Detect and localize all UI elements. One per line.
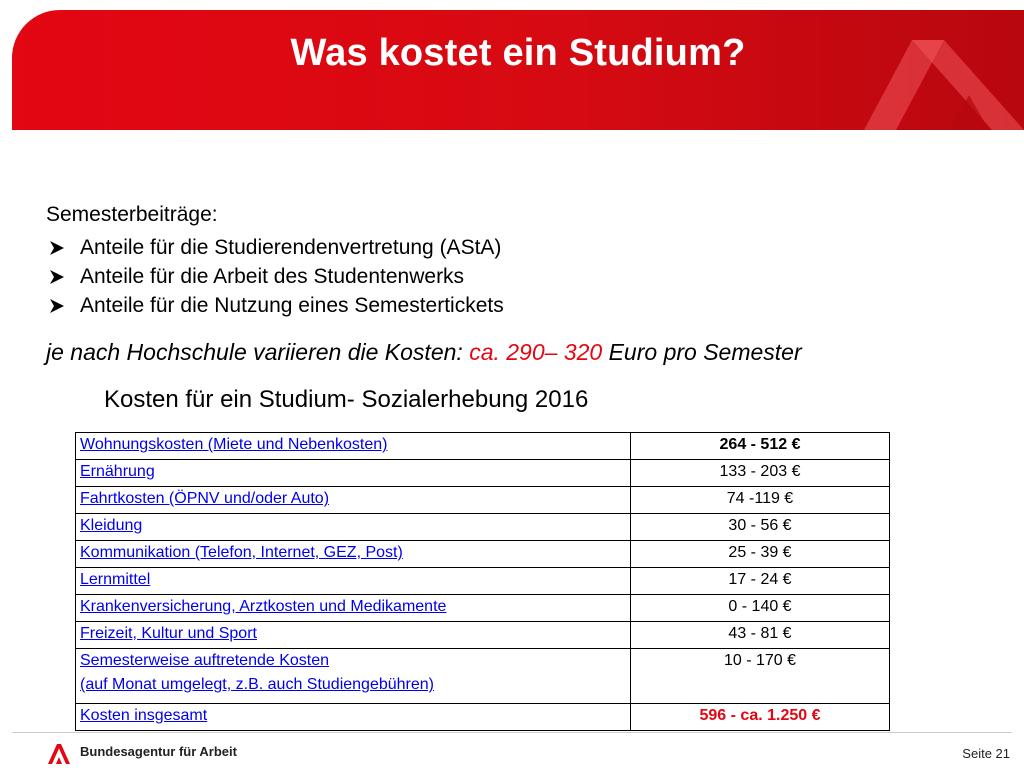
table-row <box>76 514 890 541</box>
table-row-link[interactable]: Lernmittel <box>80 571 151 588</box>
table-row <box>76 595 890 622</box>
table-row-link[interactable]: Freizeit, Kultur und Sport <box>80 625 257 642</box>
footer-divider <box>12 732 1012 733</box>
semester-bullet-list <box>46 233 946 320</box>
table-row <box>76 433 890 460</box>
list-item <box>46 291 946 320</box>
table-row-link[interactable]: Semesterweise auftretende Kosten <box>80 652 330 669</box>
table-row <box>76 649 890 704</box>
table-row-link[interactable]: Kommunikation (Telefon, Internet, GEZ, Post) <box>80 544 403 561</box>
table-row-value: 264 - 512 € <box>631 433 890 460</box>
table-title: Kosten für ein Studium- Sozialerhebung 2016 <box>104 386 589 413</box>
table-row-link[interactable]: Ernährung <box>80 463 155 480</box>
cost-table <box>75 432 890 731</box>
table-row-link-sub[interactable]: (auf Monat umgelegt, z.B. auch Studiengebühren) <box>80 676 434 693</box>
table-row-total <box>76 704 890 731</box>
semester-section <box>46 203 946 366</box>
table-row-value: 17 - 24 € <box>631 568 890 595</box>
table-row-value: 10 - 170 € <box>631 649 890 704</box>
bullet-arrow-icon <box>50 270 64 284</box>
bullet-text: Anteile für die Nutzung eines Semestertickets <box>80 294 504 317</box>
header-banner <box>12 10 1024 130</box>
list-item <box>46 233 946 262</box>
table-row-link[interactable]: Kleidung <box>80 517 143 534</box>
table-row <box>76 622 890 649</box>
bullet-text: Anteile für die Arbeit des Studentenwerks <box>80 265 465 288</box>
table-row <box>76 541 890 568</box>
table-row <box>76 487 890 514</box>
table-row <box>76 460 890 487</box>
cost-note-range: ca. 290– 320 <box>469 339 603 365</box>
cost-note-prefix: je nach Hochschule variieren die Kosten: <box>46 339 470 365</box>
table-row-value: 74 -119 € <box>631 487 890 514</box>
bullet-arrow-icon <box>50 299 64 313</box>
cost-note-suffix: Euro pro Semester <box>602 339 802 365</box>
table-row-total-value: 596 - ca. 1.250 € <box>631 704 890 731</box>
list-item <box>46 262 946 291</box>
bullet-text: Anteile für die Studierendenvertretung (AStA) <box>80 236 502 259</box>
table-row-value: 0 - 140 € <box>631 595 890 622</box>
table-row-link[interactable]: Kosten insgesamt <box>80 707 208 724</box>
footer-organization: Bundesagentur für Arbeit <box>80 744 237 759</box>
bullet-arrow-icon <box>50 241 64 255</box>
table-row-value: 25 - 39 € <box>631 541 890 568</box>
table-row-value: 133 - 203 € <box>631 460 890 487</box>
page-title: Was kostet ein Studium? <box>290 32 746 74</box>
table-row-link[interactable]: Wohnungskosten (Miete und Nebenkosten) <box>80 436 388 453</box>
semester-heading: Semesterbeiträge: <box>46 203 218 226</box>
table-row-link[interactable]: Fahrtkosten (ÖPNV und/oder Auto) <box>80 490 330 507</box>
ba-logo-icon <box>46 742 72 764</box>
table-row-value: 30 - 56 € <box>631 514 890 541</box>
table-row-value: 43 - 81 € <box>631 622 890 649</box>
table-row <box>76 568 890 595</box>
page-number: Seite 21 <box>962 746 1010 761</box>
cost-note <box>46 338 946 366</box>
table-row-link[interactable]: Krankenversicherung, Arztkosten und Medikamente <box>80 598 447 615</box>
